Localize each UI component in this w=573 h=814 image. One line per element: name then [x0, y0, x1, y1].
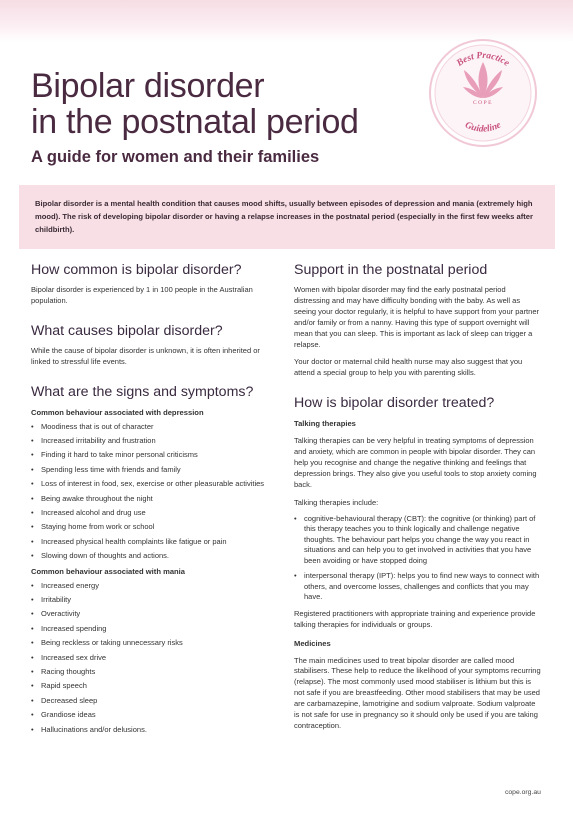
list-item: • Slowing down of thoughts and actions.: [31, 551, 271, 562]
title-line-1: Bipolar disorder: [31, 67, 265, 105]
page-title: [31, 68, 431, 140]
support-paragraph-1: Women with bipolar disorder may find the early postnatal period distressing and may have difficulty bonding with the baby. As well as seeing your doctor regularly, it is helpful to have support from your partner and/or family or from a nanny. Having this type of support overnight will mean that you can sleep. This is important as lack of sleep can trigger a relapse.: [294, 285, 539, 349]
how-common-text: Bipolar disorder is experienced by 1 in 100 people in the Australian population.: [31, 285, 253, 305]
intro-callout: [19, 185, 555, 249]
support-paragraph-2: Your doctor or maternal child health nurse may also suggest that you attend a special group to help you with parenting skills.: [294, 357, 523, 378]
talking-paragraph-2: Talking therapies include:: [294, 497, 379, 507]
list-item: • Increased irritability and frustration: [31, 436, 271, 447]
talking-paragraph-1: Talking therapies can be very helpful in treating symptoms of depression and anxiety, which are common in people with bipolar disorder. They can help you recognise and change the negative thinking and feelings that depression brings. They also give you useful tools to stop anxiety coming back.: [294, 436, 537, 489]
right-column: [294, 262, 542, 732]
page-subtitle: A guide for women and their families: [31, 148, 320, 166]
best-practice-guideline-seal-icon: [428, 38, 538, 148]
list-item: • Loss of interest in food, sex, exercise or other pleasurable activities: [31, 479, 271, 490]
list-item: • Staying home from work or school: [31, 522, 271, 533]
list-item: • Being reckless or taking unnecessary risks: [31, 638, 271, 649]
signs-heading: What are the signs and symptoms?: [31, 383, 254, 400]
medicines-subheading: Medicines: [294, 638, 331, 648]
medicines-paragraph: The main medicines used to treat bipolar disorder are called mood stabilisers. These help to reduce the likelihood of your symptoms recurring (relapse). The most commonly used mood stabiliser is lithium but this is not safe if you are breastfeeding. Other mood stabilisers that may be used are carbamazepine, lamotrigine and sodium valproate. Sodium valproate is not safe for use in pregnancy so it should only be used if you are taking contraception.: [294, 655, 541, 730]
depression-subheading: Common behaviour associated with depression: [31, 407, 204, 417]
list-item: • Increased energy: [31, 581, 271, 592]
talking-therapies-subheading: Talking therapies: [294, 419, 356, 429]
list-item: • Spending less time with friends and family: [31, 465, 271, 476]
list-item: • Rapid speech: [31, 681, 271, 692]
list-item: • Irritability: [31, 595, 271, 606]
list-item: • Being awake throughout the night: [31, 494, 271, 505]
left-column: [31, 262, 271, 739]
list-item: • Grandiose ideas: [31, 710, 271, 721]
mania-subheading: Common behaviour associated with mania: [31, 566, 186, 576]
list-item: • Increased sex drive: [31, 653, 271, 664]
list-item: • Increased spending: [31, 624, 271, 635]
causes-text: While the cause of bipolar disorder is unknown, it is often inherited or linked to stressful life events.: [31, 345, 260, 366]
talking-paragraph-3: Registered practitioners with appropriate training and experience provide talking therapies for individuals or groups.: [294, 608, 536, 629]
depression-list: [31, 422, 271, 562]
top-decorative-band: [0, 0, 573, 42]
treated-heading: How is bipolar disorder treated?: [294, 395, 495, 412]
list-item: • Racing thoughts: [31, 667, 271, 678]
how-common-heading: How common is bipolar disorder?: [31, 262, 242, 278]
seal-text-middle: COPE: [472, 100, 494, 106]
intro-text: Bipolar disorder is a mental health condition that causes mood shifts, usually between episodes of depression and mania (extremely high mood). The risk of developing bipolar disorder or having a relapse increases in the postnatal period (especially in the first few weeks after childbirth).: [35, 199, 533, 234]
list-item: • Finding it hard to take minor personal criticisms: [31, 450, 271, 461]
list-item: • cognitive-behavioural therapy (CBT): the cognitive (or thinking) part of this therapy teaches you to think logically and challenge negative thoughts. The behaviour part helps you change the way you react in situations and can help you to get involved in activities that you have been avoiding or have stopped doing: [294, 514, 542, 567]
list-item: • interpersonal therapy (IPT): helps you to find new ways to connect with others, and overcome losses, challenges and conflicts that you may have.: [294, 571, 542, 603]
list-item: • Increased physical health complaints like fatigue or pain: [31, 537, 271, 548]
list-item: • Decreased sleep: [31, 696, 271, 707]
list-item: • Overactivity: [31, 609, 271, 620]
support-heading: Support in the postnatal period: [294, 262, 488, 278]
seal-text-bottom: Guideline: [463, 120, 503, 135]
title-line-2: in the postnatal period: [31, 103, 359, 141]
footer-website: cope.org.au: [505, 789, 541, 796]
list-item: • Increased alcohol and drug use: [31, 508, 271, 519]
causes-heading: What causes bipolar disorder?: [31, 322, 223, 339]
list-item: • Moodiness that is out of character: [31, 422, 271, 433]
list-item: • Hallucinations and/or delusions.: [31, 725, 271, 736]
therapies-list: [294, 514, 542, 603]
mania-list: [31, 581, 271, 735]
seal-text-top: Best Practice: [455, 50, 511, 69]
